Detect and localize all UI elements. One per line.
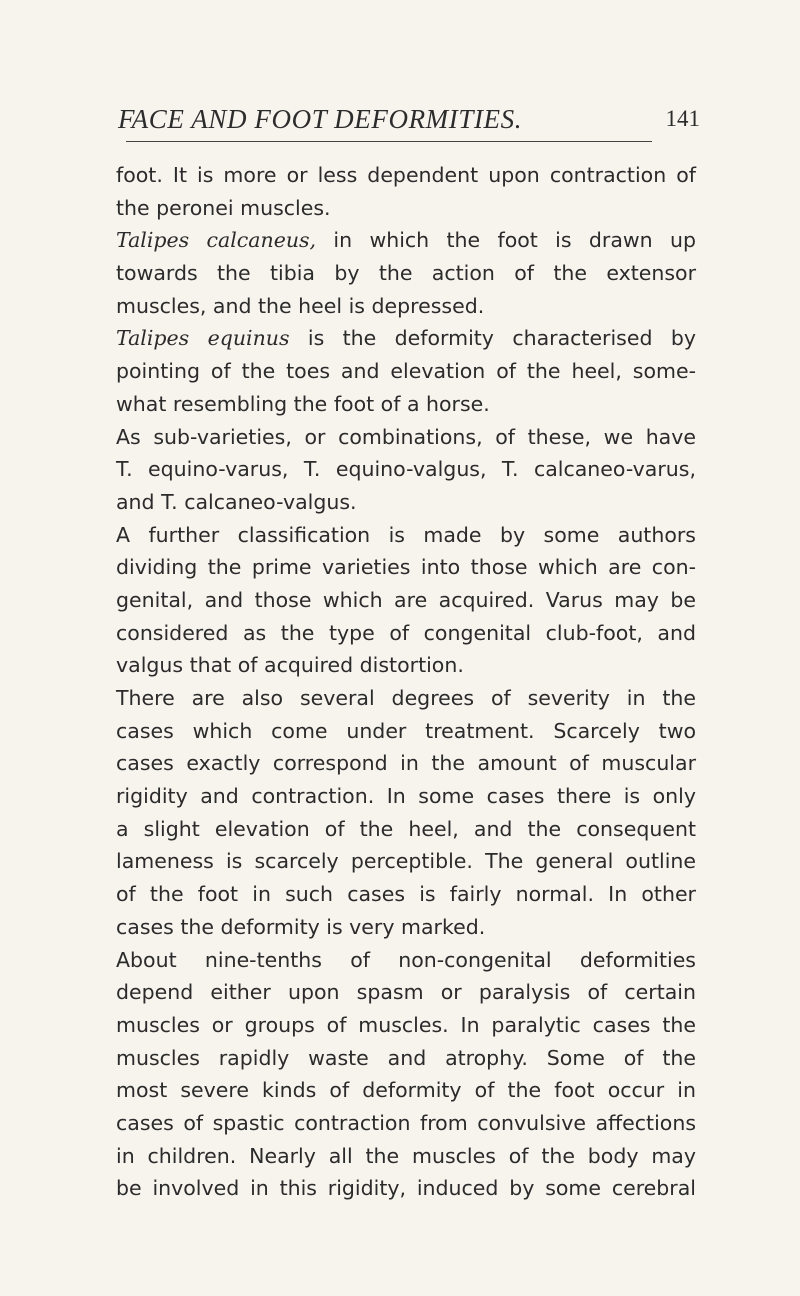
text-line: foot. It is more or less dependent upon contraction of: [116, 163, 696, 187]
text-line: dividing the prime varieties into those which are con-: [116, 555, 696, 580]
text-line: About nine-tenths of non-congenital deformities: [116, 947, 696, 972]
text-line: genital, and those which are acquired. Varus may be: [116, 587, 696, 612]
text-line: depend either upon spasm or paralysis of certain: [116, 980, 696, 1005]
text-line: considered as the type of congenital club-foot, and: [116, 620, 696, 645]
text-line: cases the deformity is very marked.: [116, 914, 486, 939]
text-line: valgus that of acquired distortion.: [116, 653, 464, 678]
text-line: be involved in this rigidity, induced by some cerebral: [116, 1176, 696, 1201]
text-line: most severe kinds of deformity of the foot occur in: [116, 1078, 696, 1103]
header-rule: [126, 141, 652, 142]
text-line: what resembling the foot of a horse.: [116, 391, 490, 416]
text-line: rigidity and contraction. In some cases there is only: [116, 784, 696, 809]
italic-term: Talipes equinus: [116, 326, 290, 351]
page-number: 141: [665, 106, 700, 131]
text-line: muscles or groups of muscles. In paralytic cases the: [116, 1012, 696, 1037]
text-line: towards the tibia by the action of the extensor: [116, 261, 696, 286]
running-head: [110, 104, 700, 140]
text-line: lameness is scarcely perceptible. The general outline: [116, 849, 696, 874]
text-line: T. equino-varus, T. equino-valgus, T. calcaneo-varus,: [116, 457, 696, 482]
text-line: muscles, and the heel is depressed.: [116, 293, 485, 318]
text-line: A further classification is made by some authors: [116, 522, 696, 547]
text-line: [116, 322, 696, 355]
italic-term: Talipes calcaneus,: [116, 228, 317, 253]
text-line: cases exactly correspond in the amount of muscular: [116, 751, 696, 776]
running-title: FACE AND FOOT DEFORMITIES.: [118, 104, 523, 134]
text-line: muscles rapidly waste and atrophy. Some of the: [116, 1045, 696, 1070]
text-line: As sub-varieties, or combinations, of these, we have: [116, 424, 696, 449]
text-line: [116, 224, 696, 257]
text-line: of the foot in such cases is fairly normal. In other: [116, 882, 696, 907]
text-line: cases of spastic contraction from convulsive affections: [116, 1110, 696, 1135]
text-line: the peronei muscles.: [116, 195, 331, 220]
body-text: [116, 159, 696, 1205]
text-line: in children. Nearly all the muscles of the body may: [116, 1143, 696, 1168]
text-line: pointing of the toes and elevation of the heel, some-: [116, 359, 696, 384]
line-text: is the deformity characterised by: [289, 326, 696, 351]
text-line: There are also several degrees of severity in the: [116, 686, 696, 710]
text-line: a slight elevation of the heel, and the consequent: [116, 816, 696, 841]
text-line: and T. calcaneo-valgus.: [116, 489, 357, 514]
text-line: cases which come under treatment. Scarcely two: [116, 718, 696, 743]
line-text: in which the foot is drawn up: [316, 228, 696, 253]
